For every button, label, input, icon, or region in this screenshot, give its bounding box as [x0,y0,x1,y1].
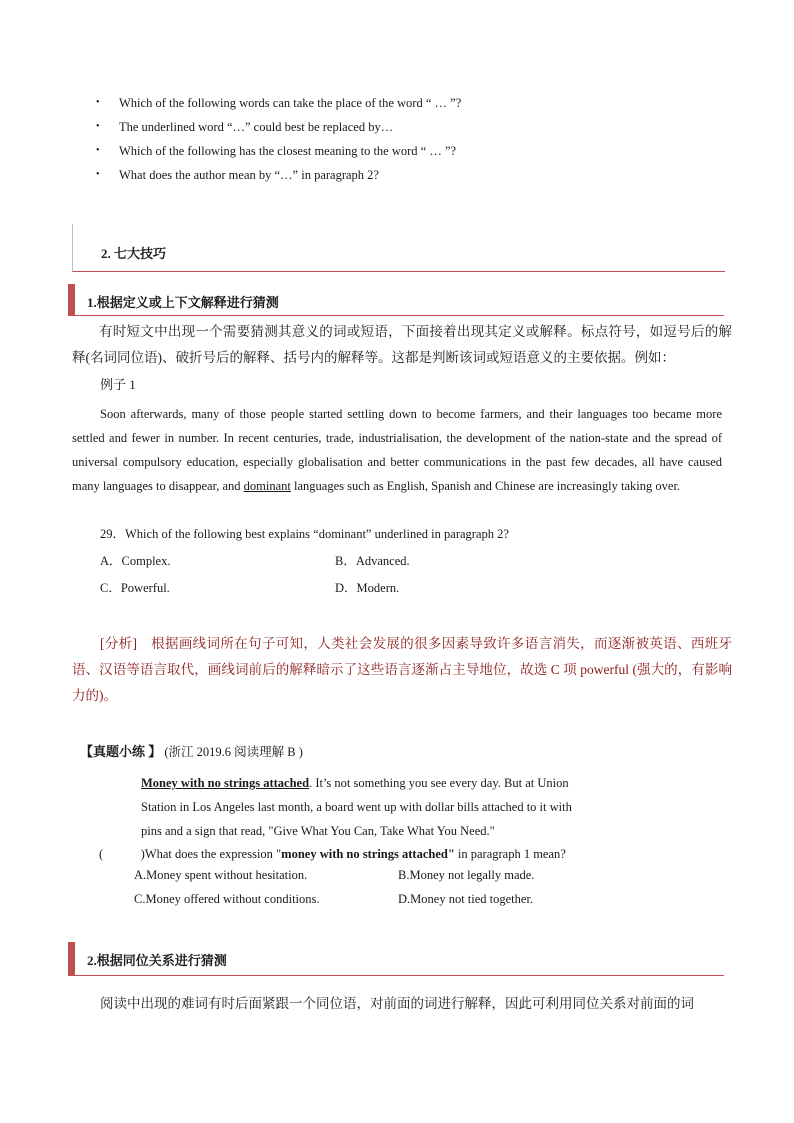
example-label: 例子 1 [100,377,136,392]
option-b: B．Advanced. [335,554,410,568]
question-29: 29．Which of the following best explains “dominant” underlined in paragraph 2? [100,527,509,541]
section-title: 2. 七大技巧 [72,224,725,272]
bullet-icon: • [96,121,100,132]
practice-option-c: C.Money offered without conditions. [134,892,320,906]
practice-passage: Money with no strings attached. It’s not something you see every day. But at Union Station in Los Angeles last month, a board went up with dollar bills attached to it with pins and a sign that read, "Give What You Can, Take What You Need." [141,776,572,838]
option-a: A．Complex. [100,554,171,568]
bold-phrase: Money with no strings attached [141,776,310,790]
intro-paragraph: 有时短文中出现一个需要猜测其意义的词或短语，下面接着出现其定义或解释。标点符号，如逗号后的解释(名词同位语)、破折号后的解释、括号内的解释等。这都是判断该词或短语意义的主要依据。例如： [72,324,732,365]
appositive-paragraph: 阅读中出现的难词有时后面紧跟一个同位语，对前面的词进行解释，因此可利用同位关系对前面的词 [100,996,694,1011]
practice-question: ( )What does the expression "money with no strings attached" in paragraph 1 mean? [99,847,566,861]
underlined-word: dominant [243,479,291,493]
practice-option-a: A.Money spent without hesitation. [134,868,308,882]
bullet-icon: • [96,169,100,180]
practice-header: 【真题小练 】 (浙江 2019.6 阅读理解 B ) [80,744,303,759]
practice-option-b: B.Money not legally made. [398,868,535,882]
bullet-icon: • [96,145,100,156]
analysis-paragraph: [分析] 根据画线词所在句子可知，人类社会发展的很多因素导致许多语言消失，而逐渐被英语、西班牙语、汉语等语言取代，画线词前后的解释暗示了这些语言逐渐占主导地位，故选 C 项 powerful (强大的，有影响力的)。 [72,636,732,703]
example-passage: Soon afterwards, many of those people started settling down to become farmers, and their languages too became more settled and fewer in number. In recent centuries, trade, industrialisation, the development of the nation-state and the spread of universal compulsory education, especially globalisation and better communications in the past few decades, all have caused many languages to disappear, and dominant languages such as English, Spanish and Chinese are increasingly taking over. [72,407,722,493]
bullet-icon: • [96,97,100,108]
practice-option-d: D.Money not tied together. [398,892,534,906]
subsection-heading-1: 1.根据定义或上下文解释进行猜测 [68,284,724,316]
option-d: D．Modern. [335,581,400,595]
option-c: C．Powerful. [100,581,170,595]
answer-blank[interactable]: ( ) [99,847,145,861]
subsection-heading-2: 2.根据同位关系进行猜测 [68,942,724,976]
